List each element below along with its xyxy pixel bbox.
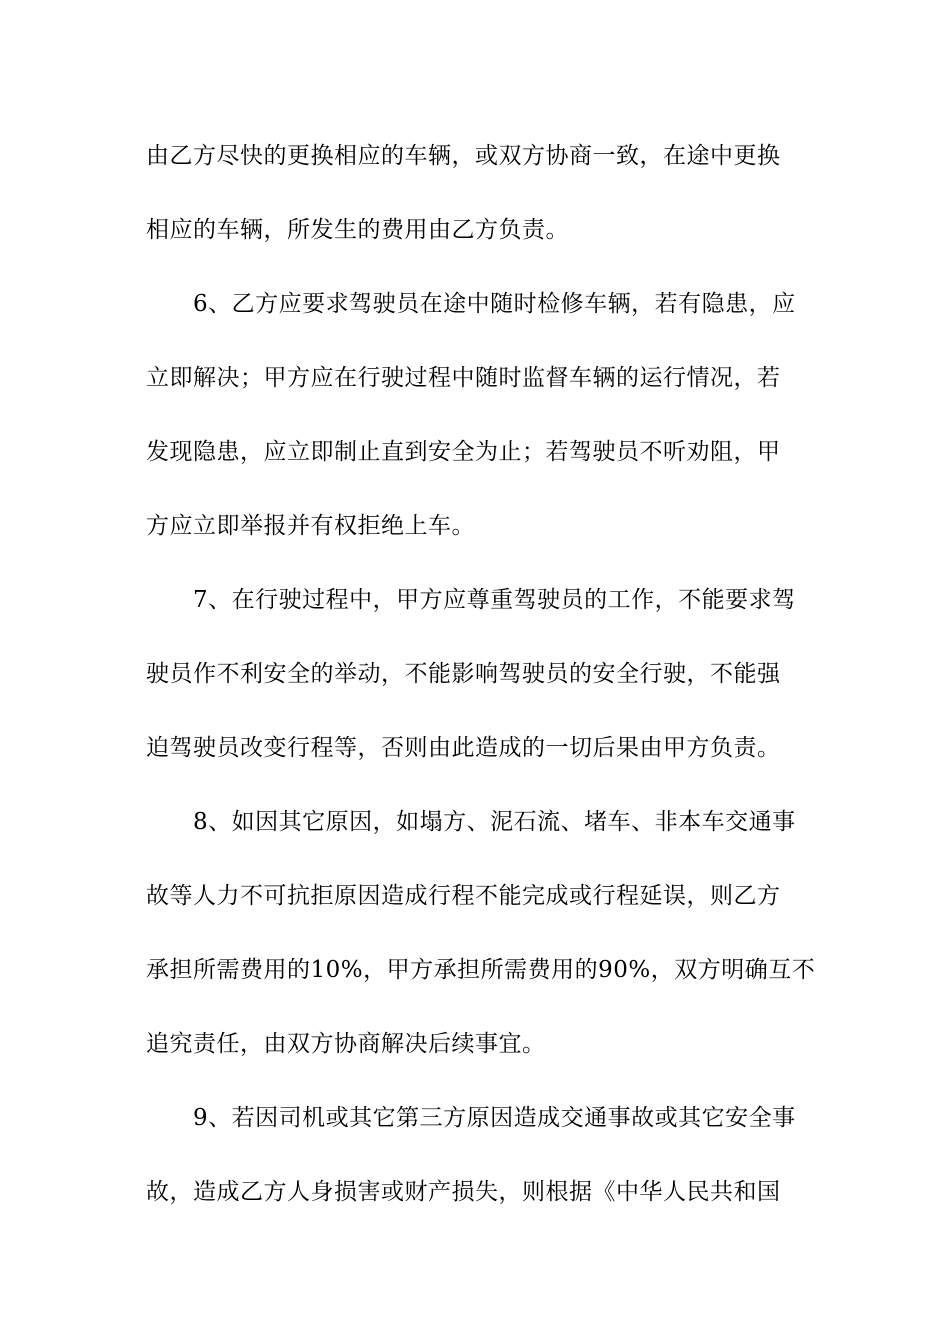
text-line: 故等人力不可抗拒原因造成行程不能完成或行程延误，则乙方 [146, 883, 781, 909]
text-line: 方应立即举报并有权拒绝上车。 [146, 513, 475, 539]
text-line: 7、在行驶过程中，甲方应尊重驾驶员的工作，不能要求驾 [146, 587, 796, 613]
text-line: 承担所需费用的10%，甲方承担所需费用的90%，双方明确互不 [146, 957, 816, 983]
text-line: 9、若因司机或其它第三方原因造成交通事故或其它安全事 [146, 1105, 796, 1131]
text-line: 追究责任，由双方协商解决后续事宜。 [146, 1031, 546, 1057]
text-line: 故，造成乙方人身损害或财产损失，则根据《中华人民共和国 [146, 1179, 781, 1205]
text-line: 由乙方尽快的更换相应的车辆，或双方协商一致，在途中更换 [146, 143, 781, 169]
text-line: 发现隐患，应立即制止直到安全为止；若驾驶员不听劝阻，甲 [146, 439, 781, 465]
text-line: 驶员作不利安全的举动，不能影响驾驶员的安全行驶，不能强 [146, 661, 781, 687]
text-line: 相应的车辆，所发生的费用由乙方负责。 [146, 217, 569, 243]
text-line: 8、如因其它原因，如塌方、泥石流、堵车、非本车交通事 [146, 809, 796, 835]
document-body [146, 126, 826, 1236]
text-line: 迫驾驶员改变行程等，否则由此造成的一切后果由甲方负责。 [146, 735, 781, 761]
text-line: 立即解决；甲方应在行驶过程中随时监督车辆的运行情况，若 [146, 365, 781, 391]
text-line: 6、乙方应要求驾驶员在途中随时检修车辆，若有隐患，应 [146, 291, 796, 317]
